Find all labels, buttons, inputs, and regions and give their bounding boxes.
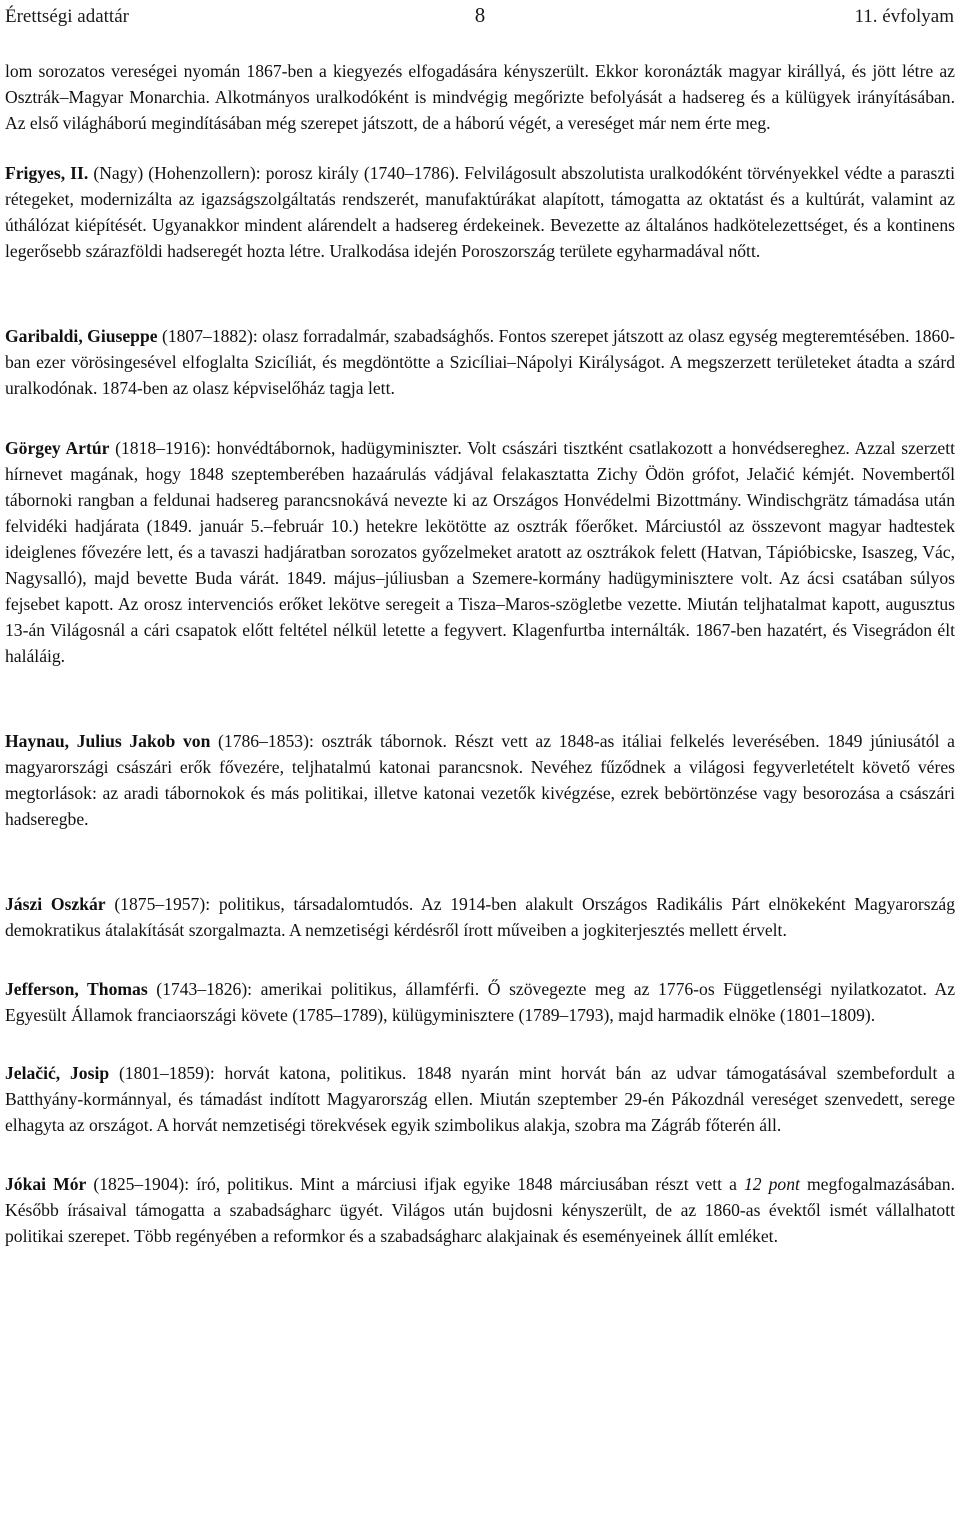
entry-name: Haynau, Julius Jakob von bbox=[5, 731, 211, 751]
entry-text: (1801–1859): horvát katona, politikus. 1848 nyarán mint horvát bán az udvar támogatásával szembefordult a Batthyány-kormánnyal, és támadást indított Magyarország ellen. Miután szeptember 29-én Pákozdnál vereséget szenvedett, serege elhagyta az országot. A horvát nemzetiségi törekvések egyik szimbolikus alakja, szobra ma Zágráb főterén áll. bbox=[5, 1063, 955, 1135]
page-number: 8 bbox=[474, 3, 486, 27]
entry-name: Jelačić, Josip bbox=[5, 1063, 110, 1083]
entry-name: Jókai Mór bbox=[5, 1174, 87, 1194]
entry-jefferson bbox=[5, 976, 955, 1028]
intro-text: lom sorozatos vereségei nyomán 1867-ben a kiegyezés elfogadására kényszerült. Ekkor koronázták magyar királlyá, és jött létre az Osztrák–Magyar Monarchia. Alkotmányos uralkodóként is mindvégig megőrizte befolyását a hadsereg és a külügyek irányításában. Az első világháború megindításában még szerepet játszott, de a háború végét, a vereséget már nem érte meg. bbox=[5, 61, 955, 133]
entry-garibaldi bbox=[5, 323, 955, 401]
entry-text: (1825–1904): író, politikus. Mint a márciusi ifjak egyike 1848 márciusában részt vett a bbox=[86, 1174, 744, 1194]
entry-text: (1743–1826): amerikai politikus, államférfi. Ő szövegezte meg az 1776-os Függetlenségi nyilatkozatot. Az Egyesült Államok franciaországi követe (1785–1789), külügyminisztere (1789–1793), majd harmadik elnöke (1801–1809). bbox=[5, 979, 955, 1025]
entry-text: (Nagy) (Hohenzollern): porosz király (1740–1786). Felvilágosult abszolutista uralkodóként törvényekkel védte a paraszti rétegeket, modernizálta az igazságszolgáltatás rendszerét, manufaktúrákat alapított, támogatta az oktatást és a kultúrát, valamint az úthálózat kiépítését. Ugyanakkor mindent alárendelt a hadsereg érdekeinek. Bevezette az általános hadkötelezettséget, és a kontinens legerősebb szárazföldi hadseregét hozta létre. Uralkodása idején Poroszország területe egyharmadával nőtt. bbox=[5, 163, 955, 261]
entry-name: Jefferson, Thomas bbox=[5, 979, 148, 999]
entry-name: Görgey Artúr bbox=[5, 438, 110, 458]
entry-text: (1786–1853): osztrák tábornok. Részt vett az 1848-as itáliai felkelés leverésében. 1849 júniusától a magyarországi császári erők fővezére, teljhatalmú katonai parancsnok. Nevéhez fűződnek a világosi fegyverletételt követő véres megtorlások: az aradi tábornokok és más politikai, illetve katonai vezetők kivégzése, ezrek bebörtönzése vagy besorozása a császári hadseregbe. bbox=[5, 731, 955, 829]
entry-gorgey bbox=[5, 435, 955, 669]
entry-name: Garibaldi, Giuseppe bbox=[5, 326, 158, 346]
entry-name: Jászi Oszkár bbox=[5, 894, 106, 914]
entry-jaszi bbox=[5, 891, 955, 943]
header-left-title: Érettségi adattár bbox=[5, 6, 129, 27]
entry-text: (1818–1916): honvédtábornok, hadügyminiszter. Volt császári tisztként csatlakozott a honvédsereghez. Azzal szerzett hírnevet magának, hogy 1848 szeptemberében hazaárulás vádjával felakasztatta Zichy Ödön grófot, Jelačić kémjét. Novembertől tábornoki rangban a feldunai hadsereg parancsnokává nevezte ki az Országos Honvédelmi Bizottmány. Windischgrätz támadása után felvidéki hadjárata (1849. január 5.–február 10.) hetekre lekötötte az osztrák főerőket. Márciustól az összevont magyar hadtestek ideiglenes fővezére lett, és a tavaszi hadjáratban sorozatos győzelmeket aratott az osztrákok felett (Hatvan, Tápióbicske, Isaszeg, Vác, Nagysalló), majd bevette Buda várát. 1849. május–júliusban a Szemere-kormány hadügyminisztere volt. Az ácsi csatában súlyos fejsebet kapott. Az orosz intervenciós erőket lekötve seregeit a Tisza–Maros-szögletbe vezette. Miután teljhatalmat kapott, augusztus 13-án Világosnál a cári csapatok előtt feltétel nélkül letette a fegyvert. Klagenfurtba internálták. 1867-ben hazatért, és Visegrádon élt haláláig. bbox=[5, 438, 955, 666]
entry-haynau bbox=[5, 728, 955, 832]
intro-paragraph bbox=[5, 58, 955, 136]
entry-italic-title: 12 pont bbox=[743, 1174, 800, 1194]
entry-jokai bbox=[5, 1171, 955, 1249]
header-right-grade: 11. évfolyam bbox=[854, 6, 954, 27]
entry-text: (1875–1957): politikus, társadalomtudós. Az 1914-ben alakult Országos Radikális Párt elnökeként Magyarország demokratikus átalakítását szorgalmazta. A nemzetiségi kérdésről írott műveiben a jogkiterjesztés mellett érvelt. bbox=[5, 894, 955, 940]
entry-text: (1807–1882): olasz forradalmár, szabadsághős. Fontos szerepet játszott az olasz egység megteremtésében. 1860-ban ezer vörösingesével elfoglalta Szicíliát, és megdöntötte a Szicíliai–Nápolyi Királyságot. A megszerzett területeket átadta a szárd uralkodónak. 1874-ben az olasz képviselőház tagja lett. bbox=[5, 326, 955, 398]
entry-text: megfogalmazásában. Később írásaival támogatta a szabadságharc ügyét. Világos után bujdosni kényszerült, de az 1860-as évektől ismét vállalhatott politikai szerepet. Több regényében a reformkor és a szabadságharc alakjainak és eseményeinek állít emléket. bbox=[5, 1174, 955, 1246]
document-body bbox=[5, 58, 955, 1249]
entry-jelacic bbox=[5, 1060, 955, 1138]
entry-frigyes bbox=[5, 160, 955, 264]
entry-name: Frigyes, II. bbox=[5, 163, 89, 183]
page-header bbox=[0, 0, 960, 40]
